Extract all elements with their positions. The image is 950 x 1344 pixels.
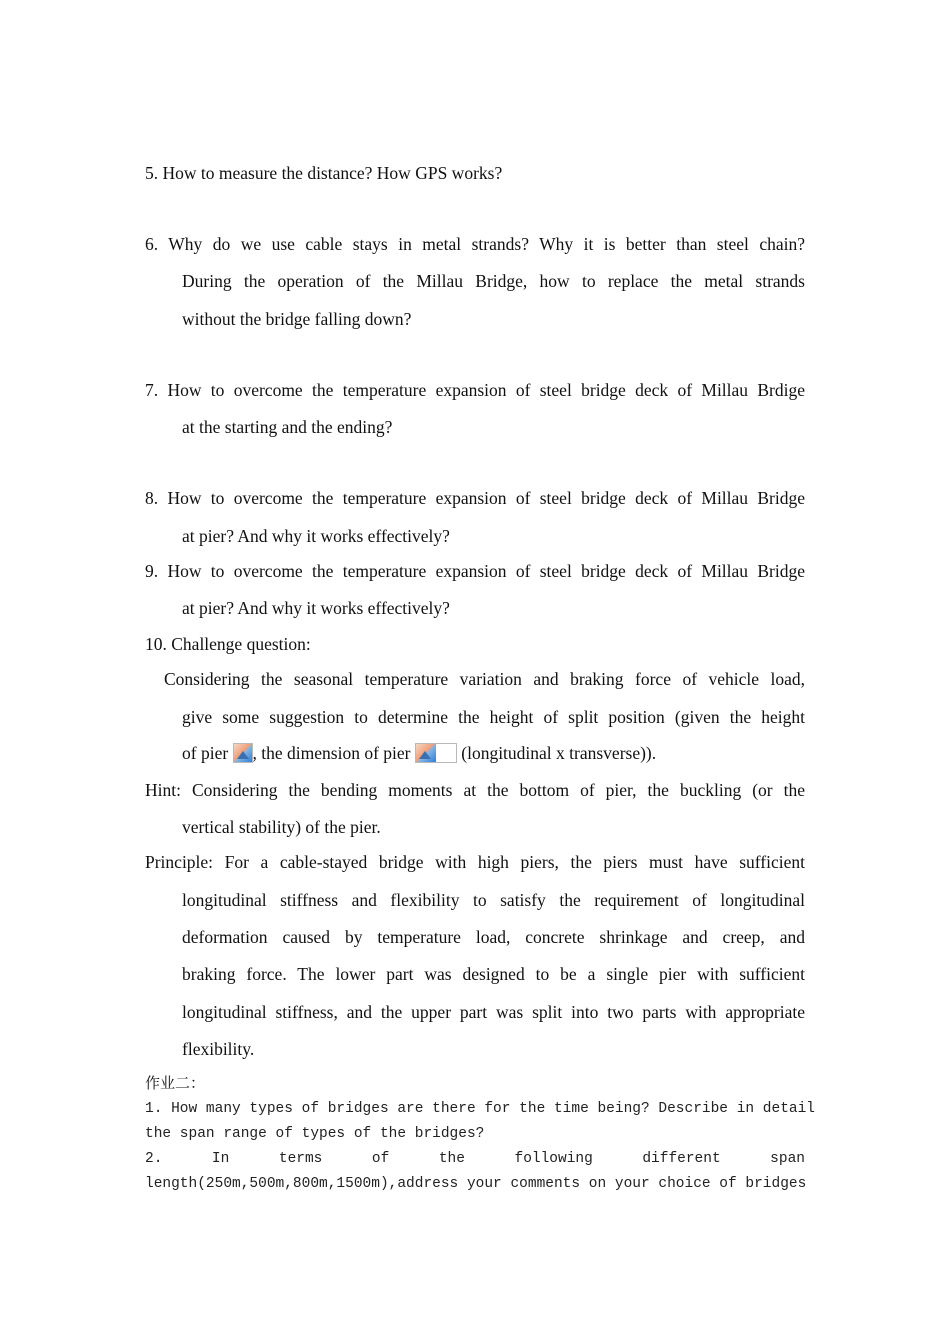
hint-line-2: vertical stability) of the pier.	[182, 817, 381, 837]
pier-dimension-text: , the dimension of pier	[252, 743, 411, 763]
question-10-line-1: Considering the seasonal temperature variation and braking force of vehicle load,	[164, 669, 805, 689]
homework-2-question-1-line-2: the span range of types of the bridges?	[145, 1126, 485, 1142]
question-6-line-3: without the bridge falling down?	[182, 309, 412, 329]
question-5: 5. How to measure the distance? How GPS works?	[145, 163, 503, 183]
question-8-line-1: 8. How to overcome the temperature expansion of steel bridge deck of Millau Bridge	[145, 488, 805, 508]
dimension-note-text: (longitudinal x transverse)).	[461, 743, 657, 763]
principle-line-6: flexibility.	[182, 1039, 255, 1059]
principle-line-2: longitudinal stiffness and flexibility to satisfy the requirement of longitudinal	[182, 890, 805, 910]
pier-height-text: of pier	[182, 743, 229, 763]
question-10-line-3	[182, 742, 805, 764]
broken-image-icon	[415, 743, 457, 763]
question-8-line-2: at pier? And why it works effectively?	[182, 526, 450, 546]
homework-2-question-2-line-1: 2. In terms of the following different span	[145, 1151, 805, 1167]
homework-2-question-2-line-2: length(250m,500m,800m,1500m),address your comments on your choice of bridges	[145, 1176, 807, 1192]
question-9-line-1: 9. How to overcome the temperature expansion of steel bridge deck of Millau Bridge	[145, 561, 805, 581]
homework-2-heading: 作业二：	[145, 1074, 206, 1092]
broken-image-icon	[233, 743, 253, 763]
principle-line-1: Principle: For a cable-stayed bridge with high piers, the piers must have sufficient	[145, 852, 805, 872]
question-7-line-2: at the starting and the ending?	[182, 417, 393, 437]
homework-2-question-1-line-1: 1. How many types of bridges are there for the time being? Describe in detail	[145, 1101, 816, 1117]
question-6-line-2: During the operation of the Millau Bridge, how to replace the metal strands	[182, 271, 805, 291]
hint-line-1: Hint: Considering the bending moments at the bottom of pier, the buckling (or the	[145, 780, 805, 800]
principle-line-5: longitudinal stiffness, and the upper part was split into two parts with appropriate	[182, 1002, 805, 1022]
question-7-line-1: 7. How to overcome the temperature expansion of steel bridge deck of Millau Brdige	[145, 380, 805, 400]
question-6-line-1: 6. Why do we use cable stays in metal strands? Why it is better than steel chain?	[145, 234, 805, 254]
question-10-line-2: give some suggestion to determine the height of split position (given the height	[182, 707, 805, 727]
principle-line-3: deformation caused by temperature load, concrete shrinkage and creep, and	[182, 927, 805, 947]
principle-line-4: braking force. The lower part was designed to be a single pier with sufficient	[182, 964, 805, 984]
question-10-title: 10. Challenge question:	[145, 634, 311, 654]
question-9-line-2: at pier? And why it works effectively?	[182, 598, 450, 618]
